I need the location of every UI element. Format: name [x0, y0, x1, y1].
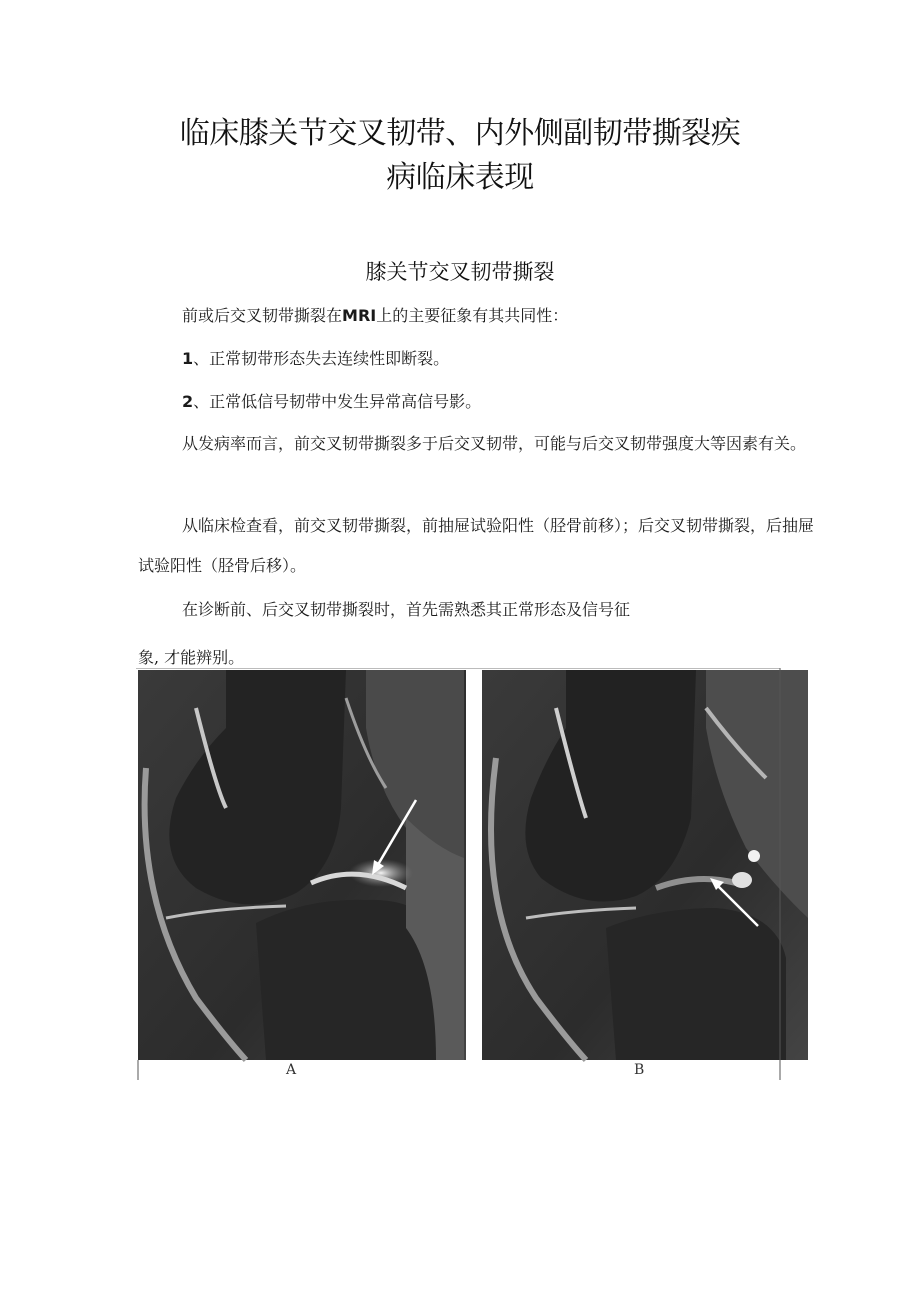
mri-panel-b [482, 670, 808, 1060]
figure-label-a: A [286, 1062, 297, 1078]
mri-panel-a [138, 670, 466, 1060]
section-heading: 膝关节交叉韧带撕裂 [365, 260, 555, 284]
title-line-1: 临床膝关节交叉韧带、内外侧副韧带撕裂疾 [179, 116, 741, 151]
list-item-2: 2、正常低信号韧带中发生异常高信号影。 [182, 392, 482, 411]
paragraph-mri-signs: 前或后交叉韧带撕裂在MRI上的主要征象有其共同性： [182, 306, 569, 325]
document-title [0, 112, 920, 200]
paragraph-diagnosis-cont: 象, 才能辨别。 [138, 648, 245, 667]
figure-label-b: B [634, 1062, 645, 1078]
mri-term: MRI [342, 306, 377, 325]
mri-figure [136, 668, 812, 1082]
paragraph-diagnosis: 在诊断前、后交叉韧带撕裂时，首先需熟悉其正常形态及信号征 [182, 600, 631, 619]
list-item-1: 1、正常韧带形态失去连续性即断裂。 [182, 349, 450, 368]
title-line-2: 病临床表现 [386, 160, 534, 195]
paragraph-clinical-exam: 从临床检查看，前交叉韧带撕裂，前抽屉试验阳性（胫骨前移）；后交叉韧带撕裂，后抽屉试验阳性（胫骨后移）。 [138, 516, 815, 575]
paragraph-incidence: 从发病率而言，前交叉韧带撕裂多于后交叉韧带，可能与后交叉韧带强度大等因素有关。 [182, 434, 807, 453]
